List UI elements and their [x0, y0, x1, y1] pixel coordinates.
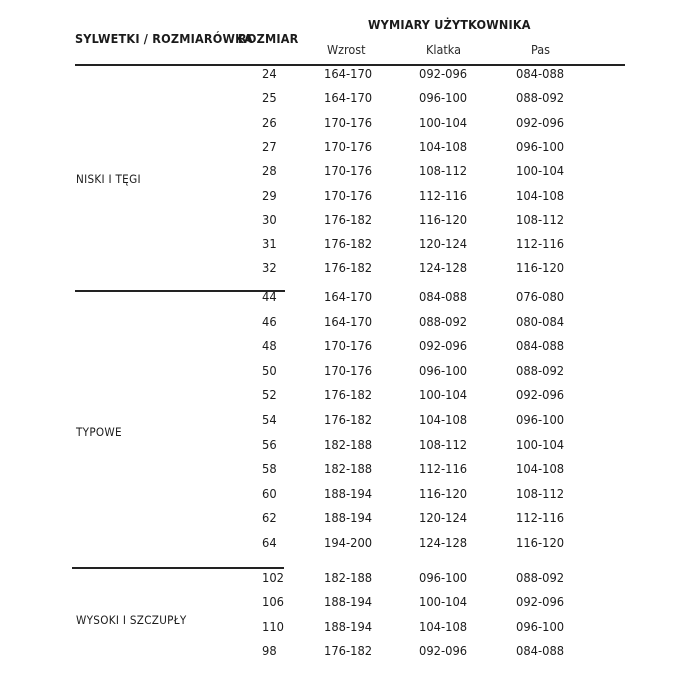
waist-cell: 096-100	[516, 619, 565, 635]
chest-cell: 104-108	[419, 139, 468, 155]
size-cell: 102	[262, 571, 284, 586]
group-label: TYPOWE	[76, 425, 122, 439]
waist-cell: 088-092	[516, 91, 565, 107]
size-cell: 106	[262, 595, 284, 611]
size-cell: 26	[262, 115, 277, 131]
waist-cell: 104-108	[516, 188, 565, 204]
waist-cell: 084-088	[516, 67, 565, 82]
waist-cell: 084-088	[516, 339, 565, 355]
height-cell: 170-176	[324, 339, 373, 355]
waist-cell: 096-100	[516, 139, 565, 155]
height-cell: 176-182	[324, 212, 373, 228]
header-waist: Pas	[531, 42, 550, 57]
waist-cell: 104-108	[516, 462, 565, 478]
height-cell: 176-182	[324, 261, 373, 277]
size-cell: 24	[262, 67, 277, 82]
size-cell: 44	[262, 290, 277, 305]
height-cell: 164-170	[324, 91, 373, 107]
waist-cell: 112-116	[516, 511, 565, 527]
chest-cell: 124-128	[419, 536, 468, 551]
chest-cell: 116-120	[419, 486, 468, 502]
waist-cell: 092-096	[516, 388, 565, 404]
waist-cell: 108-112	[516, 486, 565, 502]
chest-cell: 112-116	[419, 188, 468, 204]
height-cell: 176-182	[324, 643, 373, 659]
waist-cell: 088-092	[516, 363, 565, 379]
waist-cell: 092-096	[516, 115, 565, 131]
chest-cell: 096-100	[419, 571, 468, 586]
size-cell: 50	[262, 363, 277, 379]
waist-cell: 080-084	[516, 314, 565, 330]
chest-cell: 104-108	[419, 619, 468, 635]
chest-cell: 100-104	[419, 388, 468, 404]
height-cell: 164-170	[324, 290, 373, 305]
height-cell: 188-194	[324, 619, 373, 635]
size-cell: 52	[262, 388, 277, 404]
chest-cell: 100-104	[419, 115, 468, 131]
height-cell: 194-200	[324, 536, 373, 551]
chest-cell: 084-088	[419, 290, 468, 305]
waist-cell: 116-120	[516, 536, 565, 551]
chest-cell: 096-100	[419, 363, 468, 379]
height-cell: 170-176	[324, 363, 373, 379]
chest-cell: 108-112	[419, 164, 468, 180]
chest-cell: 124-128	[419, 261, 468, 277]
size-cell: 29	[262, 188, 277, 204]
size-cell: 46	[262, 314, 277, 330]
waist-cell: 108-112	[516, 212, 565, 228]
header-height: Wzrost	[327, 42, 366, 57]
height-cell: 164-170	[324, 314, 373, 330]
waist-cell: 100-104	[516, 164, 565, 180]
size-cell: 32	[262, 261, 277, 277]
chest-cell: 100-104	[419, 595, 468, 611]
chest-cell: 092-096	[419, 67, 468, 82]
size-cell: 28	[262, 164, 277, 180]
header-user-measurements: WYMIARY UŻYTKOWNIKA	[368, 17, 531, 32]
size-cell: 27	[262, 139, 277, 155]
chest-cell: 092-096	[419, 339, 468, 355]
height-cell: 164-170	[324, 67, 373, 82]
size-cell: 58	[262, 462, 277, 478]
size-cell: 48	[262, 339, 277, 355]
height-cell: 182-188	[324, 571, 373, 586]
size-cell: 98	[262, 643, 277, 659]
chest-cell: 116-120	[419, 212, 468, 228]
group-label: NISKI I TĘGI	[76, 172, 141, 186]
chest-cell: 104-108	[419, 413, 468, 428]
waist-cell: 088-092	[516, 571, 565, 586]
height-cell: 176-182	[324, 237, 373, 253]
size-cell: 62	[262, 511, 277, 527]
size-cell: 56	[262, 437, 277, 453]
height-cell: 176-182	[324, 388, 373, 404]
size-cell: 64	[262, 536, 277, 551]
height-cell: 176-182	[324, 413, 373, 428]
waist-cell: 076-080	[516, 290, 565, 305]
group-divider	[75, 290, 285, 292]
height-cell: 170-176	[324, 164, 373, 180]
chest-cell: 120-124	[419, 511, 468, 527]
height-cell: 188-194	[324, 486, 373, 502]
size-cell: 25	[262, 91, 277, 107]
height-cell: 188-194	[324, 511, 373, 527]
size-cell: 110	[262, 619, 284, 635]
waist-cell: 112-116	[516, 237, 565, 253]
height-cell: 182-188	[324, 437, 373, 453]
header-silhouettes: SYLWETKI / ROZMIARÓWKA	[75, 31, 253, 46]
header-size: ROZMIAR	[238, 31, 299, 46]
height-cell: 170-176	[324, 188, 373, 204]
height-cell: 170-176	[324, 139, 373, 155]
waist-cell: 092-096	[516, 595, 565, 611]
waist-cell: 084-088	[516, 643, 565, 659]
size-cell: 54	[262, 413, 277, 428]
waist-cell: 096-100	[516, 413, 565, 428]
chest-cell: 092-096	[419, 643, 468, 659]
chest-cell: 112-116	[419, 462, 468, 478]
size-cell: 30	[262, 212, 277, 228]
group-label: WYSOKI I SZCZUPŁY	[76, 613, 187, 627]
waist-cell: 100-104	[516, 437, 565, 453]
height-cell: 170-176	[324, 115, 373, 131]
size-cell: 31	[262, 237, 277, 253]
waist-cell: 116-120	[516, 261, 565, 277]
group-divider	[72, 567, 284, 569]
height-cell: 188-194	[324, 595, 373, 611]
header-chest: Klatka	[426, 42, 461, 57]
height-cell: 182-188	[324, 462, 373, 478]
header-rule	[75, 64, 625, 66]
chest-cell: 096-100	[419, 91, 468, 107]
size-cell: 60	[262, 486, 277, 502]
chest-cell: 120-124	[419, 237, 468, 253]
chest-cell: 108-112	[419, 437, 468, 453]
chest-cell: 088-092	[419, 314, 468, 330]
